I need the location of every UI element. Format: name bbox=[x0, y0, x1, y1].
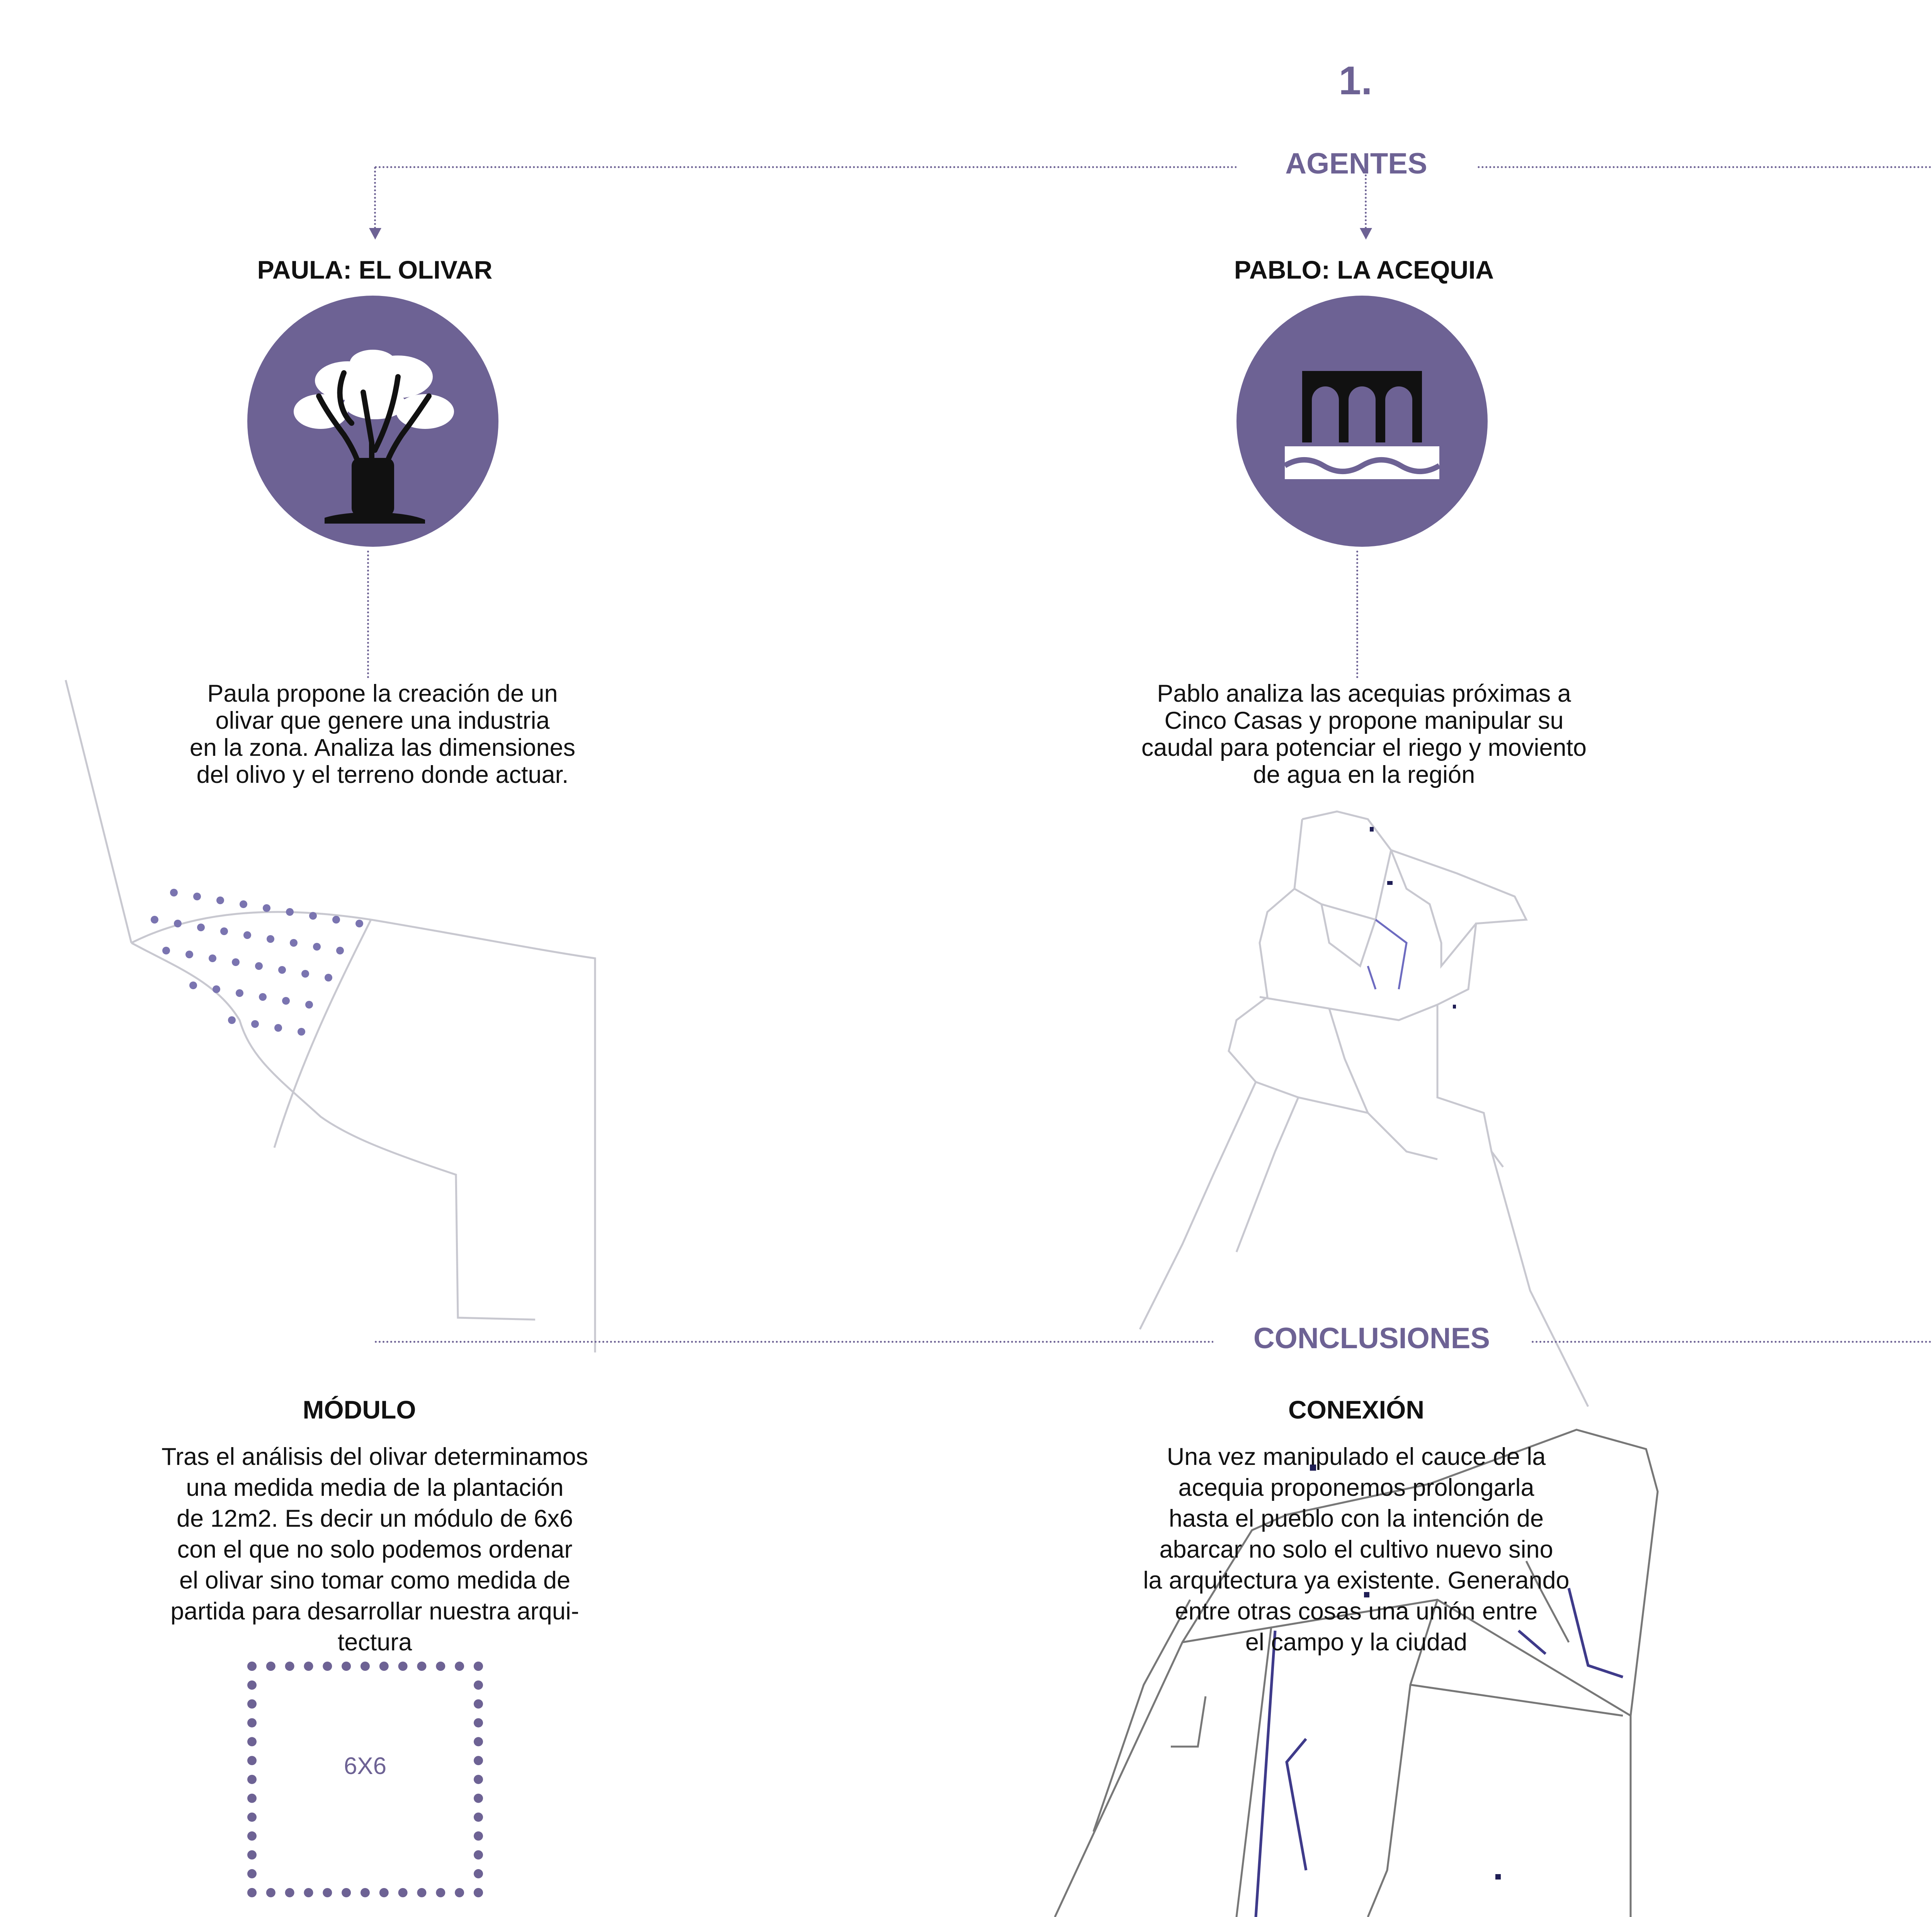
arrow-down-icon bbox=[369, 228, 381, 240]
conclusions-heading: CONCLUSIONES bbox=[1213, 1322, 1530, 1355]
agents-heading: AGENTES bbox=[1236, 147, 1476, 180]
agent-description-paula: Paula propone la creación de un olivar que genere una industria en la zona. Analiza las dimensiones del olivo y el terreno donde actuar. bbox=[189, 680, 576, 788]
module-label: 6X6 bbox=[344, 1753, 387, 1779]
conclusion-name-conexion: CONEXIÓN bbox=[1288, 1395, 1425, 1424]
agents-connector-line bbox=[375, 166, 1932, 168]
conclusion-description-conexion: Una vez manipulado el cauce de la acequia proponemos prolongarla hasta el pueblo con la intención de abarcar no solo el cultivo nuevo sino la arquitectura ya existente. Generando entre otras cosas una unión entre el campo y la ciudad bbox=[1143, 1443, 1570, 1656]
aqueduct-icon bbox=[1236, 296, 1488, 547]
acequia-plan bbox=[1140, 811, 1588, 1407]
connector-paula-text bbox=[367, 551, 369, 678]
olive-grove-plan bbox=[66, 680, 595, 1352]
olive-tree-icon bbox=[247, 296, 498, 547]
connector-paula bbox=[374, 167, 376, 229]
connector-pablo bbox=[1365, 167, 1367, 229]
agent-name-pablo: PABLO: LA ACEQUIA bbox=[1234, 255, 1494, 284]
agent-circle-pablo bbox=[1236, 296, 1488, 547]
agent-name-paula: PAULA: EL OLIVAR bbox=[257, 255, 493, 284]
conclusion-name-modulo: MÓDULO bbox=[303, 1395, 416, 1424]
olive-tree-markers bbox=[151, 889, 363, 1036]
arrow-down-icon bbox=[1360, 228, 1372, 240]
conclusions-connector-line bbox=[375, 1341, 1932, 1343]
connector-pablo-text bbox=[1356, 551, 1358, 678]
agent-circle-paula bbox=[247, 296, 498, 547]
conclusion-description-modulo: Tras el análisis del olivar determinamos una medida media de la plantación de 12m2. Es decir un módulo de 6x6 con el que no solo podemos ordenar el olivar sino tomar como medida de partida para desarrollar nuestra arqui- tectura bbox=[161, 1443, 588, 1656]
diagram-number: 1. bbox=[1338, 58, 1372, 103]
agent-description-pablo: Pablo analiza las acequias próximas a Cinco Casas y propone manipular su caudal para potenciar el riego y moviento de agua en la región bbox=[1141, 680, 1587, 788]
